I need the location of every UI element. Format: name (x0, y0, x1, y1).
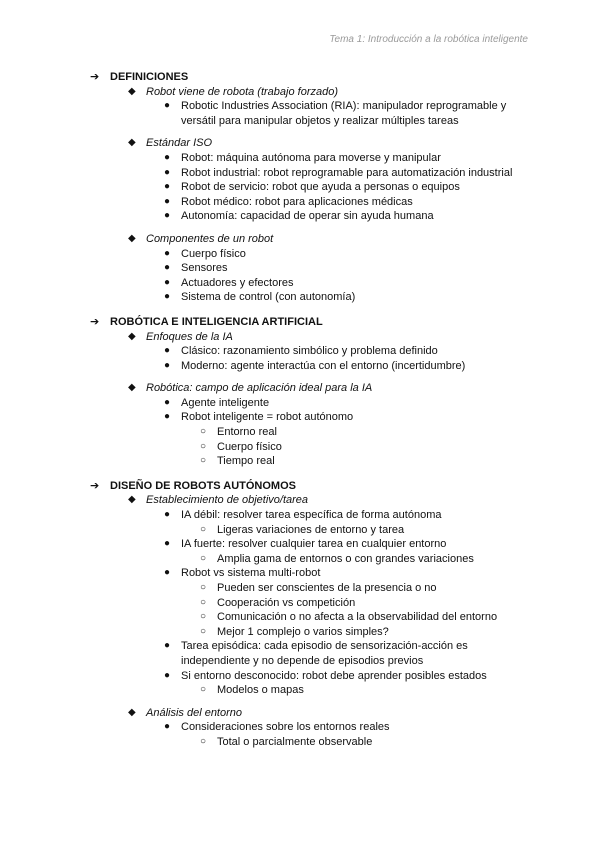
sub-list-item (90, 735, 530, 750)
list-item-text: Si entorno desconocido: robot debe aprender posibles estados (181, 669, 487, 682)
sub-list-item-text: Entorno real (217, 426, 277, 439)
spacer (90, 305, 530, 315)
arrow-icon: ➔ (90, 315, 100, 328)
bullet-icon: ● (164, 538, 171, 550)
spacer (90, 469, 530, 479)
circle-bullet-icon: ○ (200, 426, 207, 438)
bullet-icon: ● (164, 195, 171, 207)
list-item (90, 99, 530, 128)
subsection-heading (90, 232, 530, 247)
section-heading (90, 315, 530, 330)
circle-bullet-icon: ○ (200, 455, 207, 467)
circle-bullet-icon: ○ (200, 684, 207, 696)
list-item-text: Robot: máquina autónoma para moverse y manipular (181, 151, 441, 164)
bullet-icon: ● (164, 396, 171, 408)
bullet-icon: ● (164, 721, 171, 733)
list-item-text: Actuadores y efectores (181, 276, 294, 289)
sub-list-item-text: Comunicación o no afecta a la observabilidad del entorno (217, 611, 498, 624)
diamond-bullet-icon: ◆ (128, 382, 136, 394)
list-item-text: Tarea episódica: cada episodio de sensorización-acción es independiente y no depende de episodios previos (181, 640, 468, 667)
list-item (90, 247, 530, 262)
list-item-text: Robot industrial: robot reprogramable para automatización industrial (181, 166, 513, 179)
bullet-icon: ● (164, 276, 171, 288)
sub-list-item-text: Modelos o mapas (217, 684, 304, 697)
sub-list-item-text: Ligeras variaciones de entorno y tarea (217, 523, 405, 536)
list-item (90, 720, 530, 735)
list-item (90, 290, 530, 305)
diamond-bullet-icon: ◆ (128, 137, 136, 149)
document-body (90, 70, 530, 750)
spacer (90, 224, 530, 232)
sub-list-item (90, 454, 530, 469)
section-heading (90, 479, 530, 494)
list-item-text: Clásico: razonamiento simbólico y problema definido (181, 345, 438, 358)
sub-list-item (90, 523, 530, 538)
sub-list-item (90, 683, 530, 698)
sub-list-item (90, 581, 530, 596)
bullet-icon: ● (164, 247, 171, 259)
list-item-text: IA fuerte: resolver cualquier tarea en cualquier entorno (181, 538, 447, 551)
list-item-text: Robot vs sistema multi-robot (181, 567, 321, 580)
subsection-title: Establecimiento de objetivo/tarea (146, 494, 309, 507)
bullet-icon: ● (164, 640, 171, 652)
circle-bullet-icon: ○ (200, 611, 207, 623)
sub-list-item-text: Cuerpo físico (217, 440, 282, 453)
circle-bullet-icon: ○ (200, 735, 207, 747)
sub-list-item (90, 440, 530, 455)
section-title: DISEÑO DE ROBOTS AUTÓNOMOS (110, 479, 296, 492)
list-item (90, 566, 530, 581)
list-item (90, 537, 530, 552)
sub-list-item (90, 425, 530, 440)
spacer (90, 128, 530, 136)
subsection-title: Robot viene de robota (trabajo forzado) (146, 85, 339, 98)
sub-list-item (90, 625, 530, 640)
list-item (90, 410, 530, 425)
arrow-icon: ➔ (90, 479, 100, 492)
spacer (90, 373, 530, 381)
bullet-icon: ● (164, 210, 171, 222)
list-item (90, 180, 530, 195)
diamond-bullet-icon: ◆ (128, 85, 136, 97)
sub-list-item-text: Amplia gama de entornos o con grandes variaciones (217, 552, 474, 565)
bullet-icon: ● (164, 669, 171, 681)
diamond-bullet-icon: ◆ (128, 330, 136, 342)
arrow-icon: ➔ (90, 71, 100, 83)
diamond-bullet-icon: ◆ (128, 706, 136, 718)
list-item-text: Consideraciones sobre los entornos reales (181, 721, 390, 734)
subsection-heading (90, 381, 530, 396)
spacer (90, 698, 530, 706)
circle-bullet-icon: ○ (200, 625, 207, 637)
subsection-heading (90, 136, 530, 151)
bullet-icon: ● (164, 151, 171, 163)
subsection-heading (90, 330, 530, 345)
sub-list-item-text: Mejor 1 complejo o varios simples? (217, 625, 389, 638)
subsection-heading (90, 85, 530, 100)
bullet-icon: ● (164, 262, 171, 274)
subsection-title: Componentes de un robot (146, 232, 274, 245)
bullet-icon: ● (164, 411, 171, 423)
list-item-text: Robot de servicio: robot que ayuda a personas o equipos (181, 181, 460, 194)
bullet-icon: ● (164, 567, 171, 579)
list-item (90, 639, 530, 668)
list-item-text: Sensores (181, 262, 228, 275)
sub-list-item-text: Pueden ser conscientes de la presencia o no (217, 582, 437, 594)
list-item-text: Agente inteligente (181, 396, 270, 409)
bullet-icon: ● (164, 100, 171, 112)
list-item (90, 166, 530, 181)
list-item-text: IA débil: resolver tarea específica de forma autónoma (181, 509, 442, 522)
circle-bullet-icon: ○ (200, 440, 207, 452)
section-title: ROBÓTICA E INTELIGENCIA ARTIFICIAL (110, 315, 323, 328)
list-item (90, 669, 530, 684)
list-item-text: Robot médico: robot para aplicaciones médicas (181, 195, 413, 208)
sub-list-item (90, 610, 530, 625)
list-item-text: Cuerpo físico (181, 247, 246, 260)
list-item (90, 276, 530, 291)
section-title: DEFINICIONES (110, 71, 189, 83)
list-item (90, 151, 530, 166)
list-item-text: Robot inteligente = robot autónomo (181, 411, 354, 424)
sub-list-item-text: Total o parcialmente observable (217, 735, 373, 748)
list-item (90, 344, 530, 359)
subsection-heading (90, 493, 530, 508)
list-item (90, 508, 530, 523)
subsection-title: Estándar ISO (146, 137, 213, 150)
diamond-bullet-icon: ◆ (128, 494, 136, 506)
list-item (90, 396, 530, 411)
list-item (90, 195, 530, 210)
diamond-bullet-icon: ◆ (128, 232, 136, 244)
circle-bullet-icon: ○ (200, 552, 207, 564)
bullet-icon: ● (164, 291, 171, 303)
list-item (90, 209, 530, 224)
list-item (90, 359, 530, 374)
list-item (90, 261, 530, 276)
sub-list-item-text: Tiempo real (217, 455, 275, 468)
circle-bullet-icon: ○ (200, 596, 207, 608)
sub-list-item-text: Cooperación vs competición (217, 596, 356, 609)
bullet-icon: ● (164, 509, 171, 521)
list-item-text: Moderno: agente interactúa con el entorno (incertidumbre) (181, 359, 466, 372)
sub-list-item (90, 596, 530, 611)
bullet-icon: ● (164, 359, 171, 371)
list-item-text: Sistema de control (con autonomía) (181, 291, 356, 304)
list-item-text: Robotic Industries Association (RIA): manipulador reprogramable y versátil para manipular objetos y realizar múltiples tareas (181, 100, 507, 127)
circle-bullet-icon: ○ (200, 582, 207, 593)
subsection-title: Robótica: campo de aplicación ideal para la IA (146, 382, 373, 395)
subsection-heading (90, 706, 530, 721)
bullet-icon: ● (164, 345, 171, 357)
list-item-text: Autonomía: capacidad de operar sin ayuda humana (181, 210, 434, 223)
bullet-icon: ● (164, 166, 171, 178)
subsection-title: Enfoques de la IA (146, 330, 233, 343)
sub-list-item (90, 552, 530, 567)
subsection-title: Análisis del entorno (146, 706, 243, 719)
section-heading (90, 70, 530, 85)
bullet-icon: ● (164, 181, 171, 193)
circle-bullet-icon: ○ (200, 523, 207, 535)
page-header: Tema 1: Introducción a la robótica inteligente (329, 34, 528, 45)
